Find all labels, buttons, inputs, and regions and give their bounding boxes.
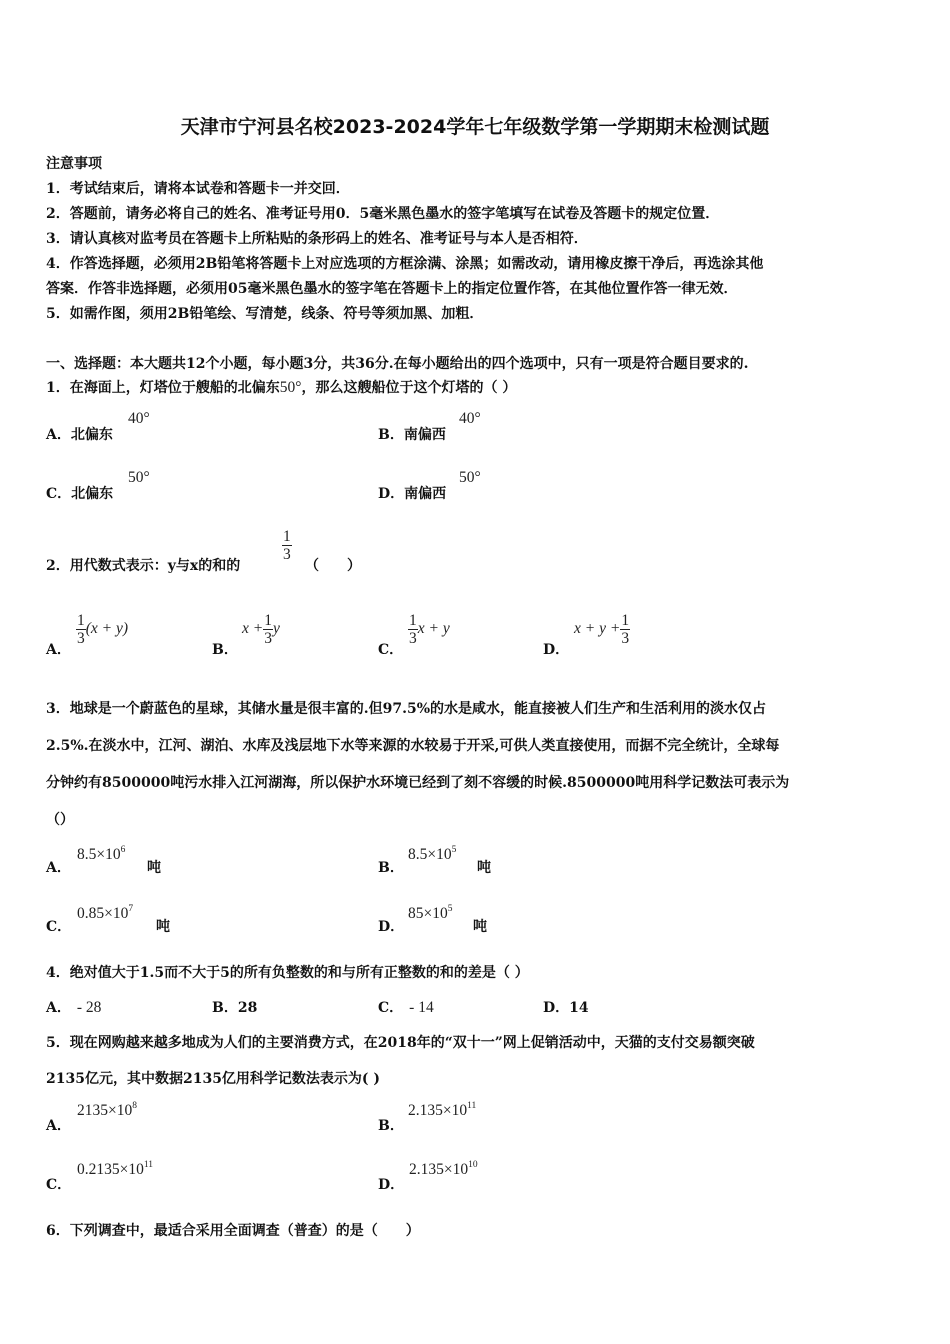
option-value: 14 bbox=[569, 1000, 589, 1016]
q1-option-c-angle: 50° bbox=[128, 469, 150, 486]
option-text: 南偏西 bbox=[404, 486, 447, 502]
expression: x + bbox=[242, 620, 264, 638]
option-label: C． bbox=[46, 486, 72, 502]
value-base: 8.5×10 bbox=[77, 846, 121, 863]
option-value: - 28 bbox=[76, 999, 102, 1016]
option-value: 28 bbox=[237, 1000, 258, 1016]
q5-option-a-value bbox=[77, 1102, 137, 1120]
q1-option-d[interactable] bbox=[378, 483, 446, 503]
q5-option-c-value bbox=[77, 1161, 153, 1179]
q5-option-d-label[interactable]: D． bbox=[378, 1177, 405, 1193]
q1-option-a-angle: 40° bbox=[128, 410, 150, 427]
q1-option-b[interactable] bbox=[378, 424, 446, 444]
notice-item: 答案．作答非选择题，必须用05毫米黑色墨水的签字笔在答题卡上的指定位置作答，在其他位置作答一律无效． bbox=[46, 281, 738, 297]
notice-item: 2．答题前，请务必将自己的姓名、准考证号用0．5毫米黑色墨水的签字笔填写在试卷及答题卡的规定位置． bbox=[46, 206, 720, 222]
fraction-numerator: 1 bbox=[409, 612, 417, 629]
value-base: 0.2135×10 bbox=[77, 1161, 144, 1178]
q2-option-b-label[interactable]: B． bbox=[212, 642, 238, 658]
q2-option-a-expr bbox=[76, 612, 128, 647]
value-exponent: 7 bbox=[128, 904, 134, 914]
q4-option-c[interactable] bbox=[378, 997, 434, 1017]
q3-option-a-value bbox=[77, 846, 125, 864]
q1-option-d-angle: 50° bbox=[459, 469, 481, 486]
question-5-line: 2135亿元，其中数据2135亿用科学记数法表示为( ) bbox=[46, 1071, 381, 1087]
value-exponent: 11 bbox=[467, 1101, 477, 1111]
question-1-stem bbox=[46, 377, 516, 397]
q2-option-a-label[interactable]: A． bbox=[46, 642, 71, 658]
notice-item: 1．考试结束后，请将本试卷和答题卡一并交回． bbox=[46, 181, 350, 197]
fraction-numerator: 1 bbox=[264, 612, 272, 629]
option-label: B． bbox=[378, 427, 404, 443]
option-label: A． bbox=[46, 1000, 71, 1016]
q1-angle: 50° bbox=[279, 379, 302, 396]
value-exponent: 10 bbox=[468, 1160, 478, 1170]
value-base: 2.135×10 bbox=[408, 1102, 468, 1119]
q5-option-b-value bbox=[408, 1102, 476, 1120]
q3-option-b-label[interactable]: B． bbox=[378, 860, 404, 876]
q3-option-c-value bbox=[77, 905, 133, 923]
fraction-denominator: 3 bbox=[409, 630, 417, 647]
option-text: 北偏东 bbox=[71, 486, 114, 502]
q1-stem-text: 1．在海面上，灯塔位于艘船的北偏东 bbox=[46, 380, 280, 396]
q4-option-d[interactable] bbox=[543, 997, 589, 1017]
fraction-numerator: 1 bbox=[283, 528, 291, 545]
q4-option-b[interactable] bbox=[212, 997, 257, 1017]
fraction-denominator: 3 bbox=[283, 546, 291, 563]
option-label: B． bbox=[212, 1000, 238, 1016]
fraction-numerator: 1 bbox=[621, 612, 630, 629]
fraction-denominator: 3 bbox=[77, 630, 85, 647]
question-3-line: 2.5%.在淡水中，江河、湖泊、水库及浅层地下水等来源的水较易于开采,可供人类直接使用，而据不完全统计，全球每 bbox=[46, 738, 780, 754]
q1-option-a[interactable] bbox=[46, 424, 113, 444]
q1-option-c[interactable] bbox=[46, 483, 113, 503]
notice-item: 3．请认真核对监考员在答题卡上所粘贴的条形码上的姓名、准考证号与本人是否相符． bbox=[46, 231, 588, 247]
fraction-denominator: 3 bbox=[621, 630, 630, 647]
unit: 吨 bbox=[147, 860, 161, 876]
value-exponent: 11 bbox=[143, 1160, 154, 1170]
q5-option-a-label[interactable]: A． bbox=[46, 1118, 71, 1134]
option-text: 北偏东 bbox=[70, 427, 113, 443]
question-2-stem: 2．用代数式表示：y与x的和的 bbox=[46, 558, 241, 574]
value-base: 85×10 bbox=[408, 905, 448, 922]
q2-option-d-label[interactable]: D． bbox=[543, 642, 570, 658]
q2-option-c-label[interactable]: C． bbox=[378, 642, 404, 658]
question-4-stem: 4．绝对值大于1.5而不大于5的所有负整数的和与所有正整数的和的差是（ ） bbox=[46, 965, 529, 981]
q1-stem-text-2: ，那么这艘船位于这个灯塔的（ ） bbox=[301, 380, 517, 396]
option-text: 南偏西 bbox=[403, 427, 446, 443]
page-title: 天津市宁河县名校2023-2024学年七年级数学第一学期期末检测试题 bbox=[180, 116, 770, 138]
option-value: - 14 bbox=[409, 999, 434, 1016]
value-exponent: 8 bbox=[132, 1101, 137, 1111]
notice-item: 5．如需作图，须用2B铅笔绘、写清楚，线条、符号等须加黑、加粗． bbox=[46, 306, 484, 322]
expression: x + y bbox=[417, 620, 450, 638]
option-label: D． bbox=[378, 486, 405, 502]
q2-paren: （ ） bbox=[305, 558, 361, 574]
option-label: A． bbox=[46, 427, 71, 443]
q3-option-c-label[interactable]: C． bbox=[46, 919, 72, 935]
q1-option-b-angle: 40° bbox=[459, 410, 481, 427]
expression: y bbox=[272, 620, 280, 638]
notice-item: 4．作答选择题，必须用2B铅笔将答题卡上对应选项的方框涂满、涂黑；如需改动，请用橡皮擦干净后，再选涂其他 bbox=[46, 256, 764, 272]
q2-option-d-expr bbox=[574, 612, 630, 647]
expression: x + y + bbox=[574, 620, 621, 638]
section-heading: 一、选择题：本大题共12个小题，每小题3分，共36分.在每小题给出的四个选项中，只有一项是符合题目要求的. bbox=[46, 356, 749, 372]
q2-option-c-expr bbox=[408, 612, 450, 647]
question-3-line: （） bbox=[46, 812, 74, 828]
q3-option-d-value bbox=[408, 905, 453, 923]
q2-option-b-expr bbox=[242, 612, 280, 647]
value-base: 2.135×10 bbox=[409, 1161, 469, 1178]
q3-option-a-label[interactable]: A． bbox=[46, 860, 71, 876]
unit: 吨 bbox=[477, 860, 491, 876]
q5-option-c-label[interactable]: C． bbox=[46, 1177, 72, 1193]
expression: (x + y) bbox=[85, 620, 129, 638]
fraction-numerator: 1 bbox=[77, 612, 85, 629]
question-3-line: 分钟约有8500000吨污水排入江河湖海，所以保护水环境已经到了刻不容缓的时候.8500000吨用科学记数法可表示为 bbox=[46, 775, 790, 791]
unit: 吨 bbox=[473, 919, 487, 935]
question-6-stem: 6．下列调查中，最适合采用全面调查（普查）的是（ ） bbox=[46, 1223, 420, 1239]
q3-option-d-label[interactable]: D． bbox=[378, 919, 405, 935]
fraction-denominator: 3 bbox=[264, 630, 272, 647]
q3-option-b-value bbox=[408, 846, 456, 864]
q5-option-d-value bbox=[409, 1161, 478, 1179]
question-3-line: 3．地球是一个蔚蓝色的星球，其储水量是很丰富的.但97.5%的水是咸水，能直接被人们生产和生活利用的淡水仅占 bbox=[46, 701, 767, 717]
q5-option-b-label[interactable]: B． bbox=[378, 1118, 404, 1134]
option-label: D． bbox=[543, 1000, 570, 1016]
q2-fraction bbox=[282, 528, 292, 563]
value-exponent: 6 bbox=[120, 845, 126, 855]
q4-option-a[interactable] bbox=[46, 997, 101, 1017]
notice-heading: 注意事项 bbox=[46, 156, 102, 172]
value-exponent: 5 bbox=[451, 845, 457, 855]
value-exponent: 5 bbox=[447, 904, 453, 914]
value-base: 2135×10 bbox=[77, 1102, 133, 1119]
value-base: 0.85×10 bbox=[77, 905, 129, 922]
unit: 吨 bbox=[156, 919, 170, 935]
option-label: C． bbox=[378, 1000, 404, 1016]
question-5-line: 5．现在网购越来越多地成为人们的主要消费方式，在2018年的“双十一”网上促销活动中，天猫的支付交易额突破 bbox=[46, 1035, 755, 1051]
value-base: 8.5×10 bbox=[408, 846, 452, 863]
